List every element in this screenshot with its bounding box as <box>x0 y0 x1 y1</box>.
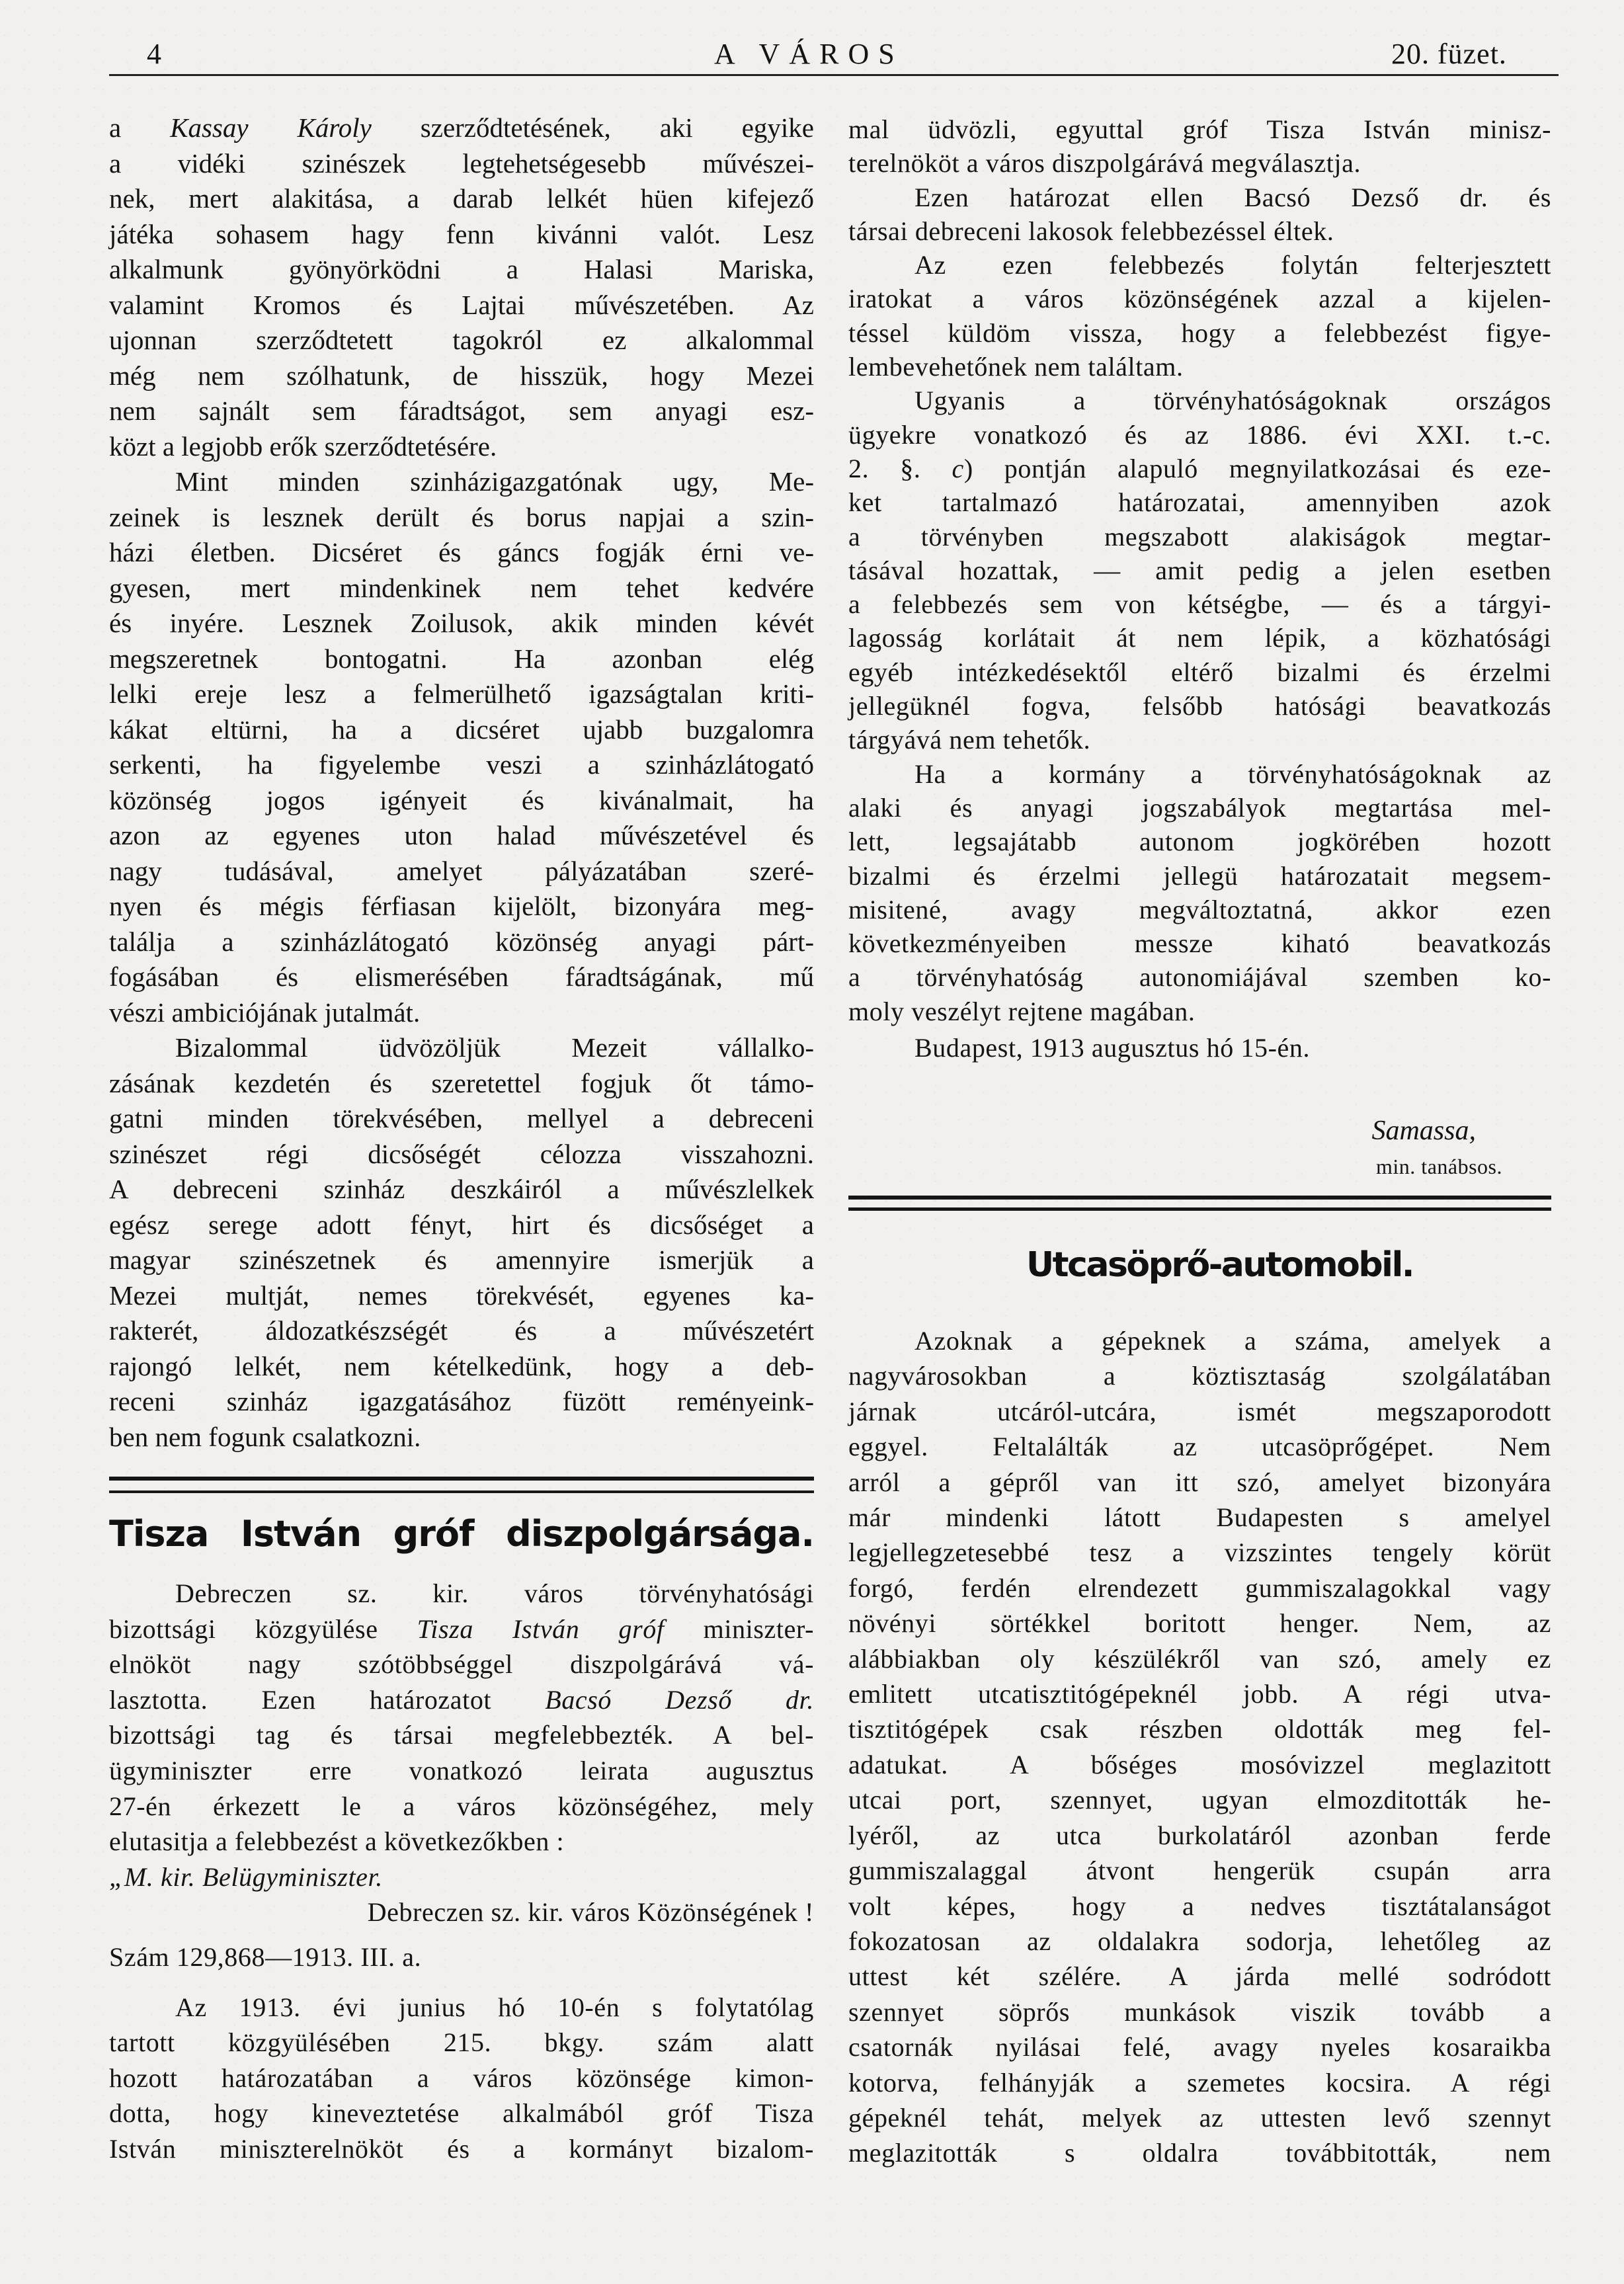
text-line: fokozatosan az oldalakra sodorja, lehetőleg az <box>848 1926 1551 1956</box>
text-line: lett, legsajátabb autonom jogkörében hozott <box>848 827 1551 857</box>
signature-name: Samassa, <box>1371 1116 1476 1146</box>
text-line: a törvényben megszabott alakiságok megtar- <box>848 521 1551 551</box>
text-line: nem sajnált sem fáradtságot, sem anyagi esz- <box>109 395 814 426</box>
text-line: volt képes, hogy a nedves tisztátalanságot <box>848 1891 1551 1921</box>
text-line: misitené, avagy megváltoztatná, akkor ezen <box>848 894 1551 924</box>
running-title: A VÁROS <box>714 38 904 70</box>
text-segment: ) pontján alapuló megnyilatkozásai és eze- <box>963 453 1551 483</box>
text-line: lagosság korlátait át nem lépik, a közhatósági <box>848 623 1551 653</box>
text-line: szinészet régi dicsőségét célozza visszahozni. <box>109 1138 814 1169</box>
paragraph <box>109 1895 814 1930</box>
italic-text: Kassay Károly <box>170 112 372 143</box>
paragraph <box>848 1031 1551 1065</box>
text-line: a vidéki szinészek legtehetségesebb művészei- <box>109 147 814 179</box>
text-line: közt a legjobb erők szerződtetésére. <box>109 430 497 462</box>
text-line: nagyvárosokban a köztisztaság szolgálatában <box>848 1361 1551 1391</box>
text-segment: 2. §. <box>848 453 952 483</box>
text-line: eggyel. Feltalálták az utcasöprőgépet. Nem <box>848 1432 1551 1462</box>
paragraph <box>848 757 1551 1028</box>
text-line: ügyekre vonatkozó és az 1886. évi XXI. t.-c. <box>848 419 1551 450</box>
text-line: A debreceni szinház deszkáiról a művészlelkek <box>109 1174 814 1204</box>
text-line: elutasitja a felebbezést a következőkben : <box>109 1826 565 1857</box>
text-line: receni szinház igazgatásához füzött reményeink- <box>109 1386 814 1416</box>
text-line: nagy tudásával, amelyet pályázatában szeré- <box>109 855 814 886</box>
text-line: lyéről, az utca burkolatáról azonban ferde <box>848 1820 1551 1850</box>
paragraph <box>848 112 1551 181</box>
text-line: István miniszterelnököt és a kormányt bizalom- <box>109 2133 814 2164</box>
text-line: alaki és anyagi jogszabályok megtartása mel- <box>848 792 1551 823</box>
text-line <box>109 1611 814 1647</box>
text-line: Bizalommal üdvözöljük Mezeit vállalko- <box>175 1032 814 1063</box>
text-line: utcai port, szennyet, ugyan elmozditották he- <box>848 1785 1551 1815</box>
text-line: alkalmunk gyönyörködni a Halasi Mariska, <box>109 254 814 284</box>
text-line: Ezen határozat ellen Bacsó Dezső dr. és <box>914 182 1551 212</box>
text-line: emlitett utcatisztitógépeknél jobb. A régi utva- <box>848 1679 1551 1709</box>
text-line: hozott határozatában a város közönsége kimon- <box>109 2062 814 2093</box>
text-line: találja a szinházlátogató közönség anyagi párt- <box>109 926 814 957</box>
text-line: gummiszalaggal átvont hengerük csupán arra <box>848 1856 1551 1886</box>
text-line: valamint Kromos és Lajtai művészetében. Az <box>109 289 814 320</box>
text-line: Debreczen sz. kir. város Közönségének ! <box>367 1897 814 1928</box>
section-divider-thick <box>848 1196 1551 1200</box>
text-line: lelki ereje lesz a felmerülhető igazságtalan kriti- <box>109 678 814 709</box>
text-line: fogásában és elismerésében fáradtságának, mű <box>109 961 814 992</box>
text-line: szennyet söprős munkások viszik tovább a <box>848 1996 1551 2027</box>
paragraph <box>848 1323 1551 2171</box>
paragraph <box>848 384 1551 756</box>
text-line: lembevehetőnek nem találtam. <box>848 352 1184 382</box>
text-line: közönség jogos igényeit és kivánalmait, ha <box>109 784 814 815</box>
text-line: nyen és mégis férfiasan kijelölt, bizonyára meg- <box>109 891 814 921</box>
text-line: a felebbezés sem von kétségbe, — és a tárgyi- <box>848 589 1551 620</box>
section-divider-thick <box>109 1477 814 1481</box>
text-line: „M. kir. Belügyminiszter. <box>109 1861 383 1892</box>
paragraph <box>109 110 814 464</box>
text-line: meglazitották s oldalra továbbitották, nem <box>848 2138 1551 2168</box>
text-segment: lasztotta. Ezen határozatot <box>109 1684 546 1715</box>
text-line: következményeiben messze kiható beavatkozás <box>848 928 1551 959</box>
text-line: kákat eltürni, ha a dicséret ujabb buzgalomra <box>109 714 814 745</box>
text-line: gyesen, mert mindenkinek nem tehet kedvére <box>109 572 814 603</box>
text-line: Mezei multját, nemes törekvését, egyenes ka- <box>109 1280 814 1311</box>
text-line <box>848 452 1551 485</box>
text-line: 27-én érkezett le a város közönségéhez, mely <box>109 1791 814 1821</box>
italic-text: c <box>952 453 964 483</box>
text-line: Ha a kormány a törvényhatóságoknak az <box>914 758 1551 789</box>
tisza-article-heading: Tisza István gróf diszpolgársága. <box>109 1513 814 1555</box>
text-line: Az 1913. évi junius hó 10-én s folytatólag <box>175 1992 814 2022</box>
text-line: arról a gépről van itt szó, amelyet bizonyára <box>848 1467 1551 1497</box>
text-line: adatukat. A bőséges mosóvizzel meglazitott <box>848 1749 1551 1779</box>
paragraph <box>109 1939 814 1975</box>
text-line: Budapest, 1913 augusztus hó 15-én. <box>914 1033 1311 1063</box>
text-line: házi életben. Dicséret és gáncs fogják érni ve- <box>109 537 814 567</box>
text-line <box>109 1682 814 1718</box>
text-line: iratokat a város közönségének azzal a kijelen- <box>848 284 1551 314</box>
text-line: serkenti, ha figyelembe veszi a szinházlátogató <box>109 749 814 780</box>
paragraph <box>109 464 814 1030</box>
section-divider-thin <box>109 1490 814 1493</box>
text-line: uttest két szélére. A járda mellé sodródott <box>848 1961 1551 1992</box>
text-line: legjellegzetesebbé tesz a vizszintes tengely körüt <box>848 1537 1551 1568</box>
text-line: egész serege adott fényt, hirt és dicsőséget a <box>109 1209 814 1240</box>
street-sweeper-article-heading: Utcasöprő-automobil. <box>1026 1245 1414 1285</box>
text-line: mal üdvözli, egyuttal gróf Tisza István minisz- <box>848 114 1551 144</box>
text-line: rakterét, áldozatkészségét és a művészetért <box>109 1315 814 1346</box>
text-line: Mint minden szinházigazgatónak ugy, Me- <box>175 466 814 497</box>
paragraph <box>109 1576 814 1859</box>
text-line: csatornák nyilásai felé, avagy nyeles kosaraikba <box>848 2032 1551 2062</box>
text-line: azon az egyenes uton halad művészetével és <box>109 820 814 850</box>
text-line: Debreczen sz. kir. város törvényhatósági <box>175 1578 814 1608</box>
text-line: kotorva, felhányják a szemetes kocsira. A régi <box>848 2067 1551 2098</box>
text-line: téssel küldöm vissza, hogy a felebbezést figye- <box>848 317 1551 348</box>
tisza-article-text <box>109 1576 814 2167</box>
text-line: alábbiakban oly készülékről van szó, amely ez <box>848 1643 1551 1674</box>
text-line: jellegüknél fogva, felsőbb hatósági beavatkozás <box>848 691 1551 721</box>
italic-text: Tisza István gróf <box>417 1613 665 1644</box>
signature-title: min. tanábsos. <box>1376 1155 1502 1178</box>
street-sweeper-article-text <box>848 1323 1551 2171</box>
text-line: nek, mert alakitása, a darab lelkét hüen kifejező <box>109 183 814 214</box>
text-line: és inyére. Lesznek Zoilusok, akik minden kévét <box>109 608 814 638</box>
text-segment: szerződtetésének, aki egyike <box>371 112 814 143</box>
text-line: társai debreceni lakosok felebbezéssel éltek. <box>848 216 1334 246</box>
text-segment: miniszter- <box>664 1613 815 1644</box>
paragraph <box>109 1030 814 1455</box>
text-line <box>109 110 814 146</box>
text-line: terelnököt a város diszpolgárává megválasztja. <box>848 148 1361 179</box>
text-line: Ugyanis a törvényhatóságoknak országos <box>914 386 1551 416</box>
text-line: már mindenki látott Budapesten s amelyel <box>848 1502 1551 1533</box>
text-line: játéka sohasem hagy fenn kivánni valót. Lesz <box>109 218 814 249</box>
text-line: Az ezen felebbezés folytán felterjesztett <box>914 250 1551 280</box>
page-number: 4 <box>147 38 161 70</box>
text-line: elnököt nagy szótöbbséggel diszpolgárává vá- <box>109 1649 814 1680</box>
text-line: forgó, ferdén elrendezett gummiszalagokkal vagy <box>848 1572 1551 1603</box>
text-line: vészi ambiciójának jutalmát. <box>109 997 421 1028</box>
issue-label: 20. füzet. <box>1391 38 1507 70</box>
text-line: tásával hozattak, — amit pedig a jelen esetben <box>848 555 1551 585</box>
text-line: megszeretnek bontogatni. Ha azonban elég <box>109 643 814 674</box>
text-line: tartott közgyülésében 215. bkgy. szám alatt <box>109 2027 814 2058</box>
text-line: ben nem fogunk csalatkozni. <box>109 1421 421 1452</box>
text-line: zásának kezdetén és szeretettel fogjuk őt támo- <box>109 1067 814 1098</box>
section-divider-thin <box>848 1207 1551 1211</box>
text-line: ügyminiszter erre vonatkozó leirata augusztus <box>109 1755 814 1785</box>
paragraph <box>848 248 1551 384</box>
text-line: növényi sörtékkel boritott henger. Nem, az <box>848 1608 1551 1639</box>
theater-article-text <box>109 110 814 1455</box>
text-line: gépeknél tehát, melyek az uttesten levő szennyt <box>848 2102 1551 2133</box>
text-line: ket tartalmazó határozatai, amennyiben azok <box>848 487 1551 518</box>
text-line: tárgyává nem tehetők. <box>848 725 1091 755</box>
text-line: gatni minden törekvésében, mellyel a debreceni <box>109 1103 814 1133</box>
text-line: járnak utcáról-utcára, ismét megszaporodott <box>848 1396 1551 1426</box>
paragraph <box>848 181 1551 249</box>
text-line: bizottsági tag és társai megfelebbezték. A bel- <box>109 1720 814 1750</box>
text-line: a törvényhatóság autonomiájával szemben ko- <box>848 962 1551 993</box>
text-line: Szám 129,868—1913. III. a. <box>109 1941 422 1972</box>
italic-text: Bacsó Dezső dr. <box>545 1684 814 1715</box>
text-line: tisztitógépek csak részben oldották meg fel- <box>848 1714 1551 1744</box>
paragraph <box>109 1990 814 2167</box>
text-line: ujonnan szerződtetett tagokról ez alkalommal <box>109 325 814 355</box>
text-line: rajongó lelkét, nem kételkedünk, hogy a deb- <box>109 1350 814 1381</box>
text-line: még nem szólhatunk, de hisszük, hogy Mezei <box>109 360 814 391</box>
header-rule <box>109 74 1559 76</box>
paragraph <box>109 1859 814 1895</box>
text-line: bizalmi és érzelmi jellegü határozatait megsem- <box>848 860 1551 891</box>
text-segment: bizottsági közgyülése <box>109 1613 417 1644</box>
text-line: zeinek is lesznek derült és borus napjai a szin- <box>109 501 814 532</box>
text-line: moly veszélyt rejtene magában. <box>848 996 1196 1026</box>
text-line: dotta, hogy kineveztetése alkalmából gróf Tisza <box>109 2098 814 2129</box>
text-line: egyéb intézkedésektől eltérő bizalmi és érzelmi <box>848 657 1551 687</box>
tisza-article-continued-text <box>848 112 1551 1065</box>
text-segment: a <box>109 112 171 143</box>
text-line: magyar szinészetnek és amennyire ismerjük a <box>109 1244 814 1275</box>
text-line: Azoknak a gépeknek a száma, amelyek a <box>914 1326 1551 1356</box>
